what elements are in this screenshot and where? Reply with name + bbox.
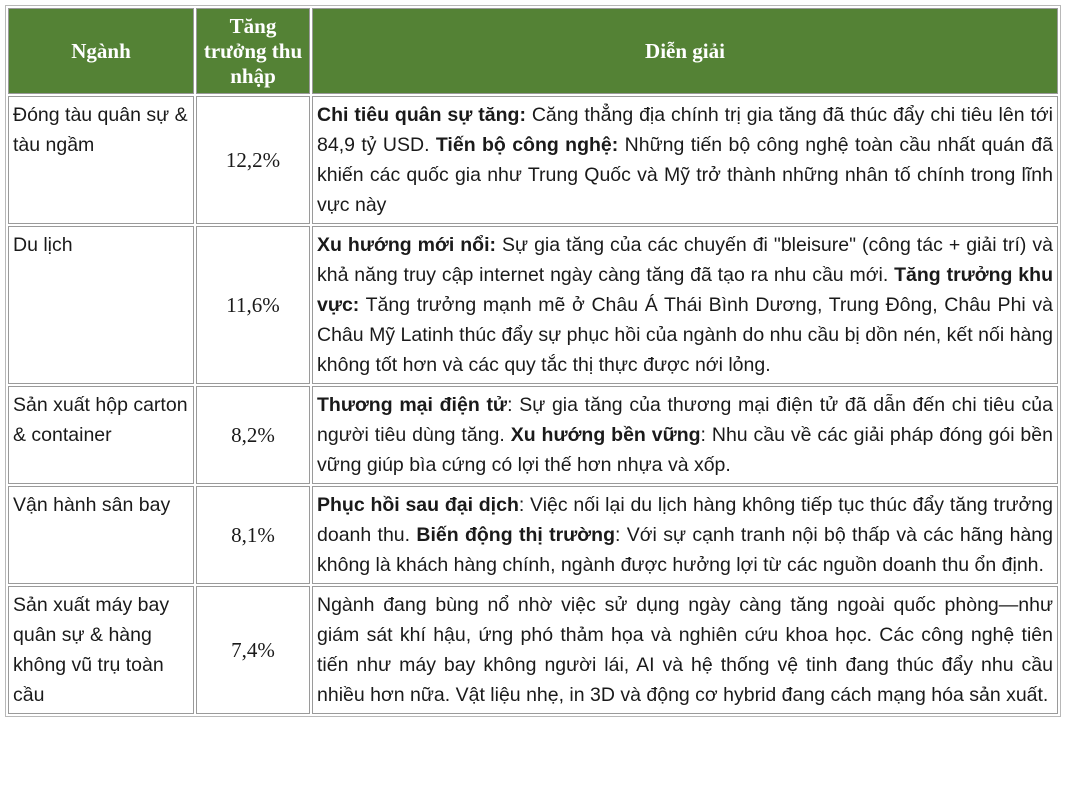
description-label: Phục hồi sau đại dịch bbox=[317, 494, 519, 516]
header-row bbox=[8, 8, 1058, 94]
table-row bbox=[8, 486, 1058, 584]
industry-cell: Du lịch bbox=[8, 226, 194, 384]
description-text: Căng thẳng địa chính trị gia tăng đã thúc đẩy chi tiêu lên tới 84,9 tỷ USD. bbox=[317, 104, 1053, 156]
description-cell bbox=[312, 96, 1058, 224]
growth-cell: 7,4% bbox=[196, 586, 310, 714]
industry-growth-table bbox=[5, 5, 1061, 717]
description-cell bbox=[312, 226, 1058, 384]
header-explanation: Diễn giải bbox=[312, 8, 1058, 94]
description-label: Xu hướng bền vững bbox=[510, 424, 701, 446]
growth-cell: 8,2% bbox=[196, 386, 310, 484]
header-industry: Ngành bbox=[8, 8, 194, 94]
description-label: Tiến bộ công nghệ: bbox=[435, 134, 619, 156]
table-row bbox=[8, 226, 1058, 384]
description-text: : Nhu cầu về các giải pháp đóng gói bền vững giúp bìa cứng có lợi thế hơn nhựa và xốp. bbox=[317, 424, 1053, 476]
table-container bbox=[5, 5, 1061, 717]
growth-cell: 8,1% bbox=[196, 486, 310, 584]
description-cell bbox=[312, 386, 1058, 484]
header-growth: Tăng trưởng thu nhập bbox=[196, 8, 310, 94]
description-text: Ngành đang bùng nổ nhờ việc sử dụng ngày càng tăng ngoài quốc phòng—như giám sát khí hậu, ứng phó thảm họa và nghiên cứu khoa học. Các công nghệ tiên tiến như máy bay không người lái, AI và hệ thống vệ tinh đang thúc đẩy nhu cầu nhiều hơn nữa. Vật liệu nhẹ, in 3D và động cơ hybrid đang cách mạng hóa sản xuất. bbox=[317, 594, 1053, 706]
description-label: Chi tiêu quân sự tăng: bbox=[317, 104, 526, 126]
industry-cell: Sản xuất hộp carton & container bbox=[8, 386, 194, 484]
growth-cell: 11,6% bbox=[196, 226, 310, 384]
description-label: Tăng trưởng khu vực: bbox=[317, 264, 1053, 316]
growth-cell: 12,2% bbox=[196, 96, 310, 224]
description-label: Biến động thị trường bbox=[416, 524, 615, 546]
table-row bbox=[8, 586, 1058, 714]
description-cell bbox=[312, 486, 1058, 584]
table-row bbox=[8, 96, 1058, 224]
description-text: : Sự gia tăng của thương mại điện tử đã dẫn đến chi tiêu của người tiêu dùng tăng. bbox=[317, 394, 1053, 446]
table-row bbox=[8, 386, 1058, 484]
industry-cell: Đóng tàu quân sự & tàu ngầm bbox=[8, 96, 194, 224]
description-text: : Với sự cạnh tranh nội bộ thấp và các hãng hàng không là khách hàng chính, ngành được hưởng lợi từ các nguồn doanh thu ổn định. bbox=[317, 524, 1053, 576]
description-text: Sự gia tăng của các chuyến đi "bleisure" (công tác + giải trí) và khả năng truy cập internet ngày càng tăng đã tạo ra nhu cầu mới. bbox=[317, 234, 1053, 286]
description-label: Xu hướng mới nổi: bbox=[317, 234, 496, 256]
description-label: Thương mại điện tử bbox=[317, 394, 508, 416]
description-text: : Việc nối lại du lịch hàng không tiếp tục thúc đẩy tăng trưởng doanh thu. bbox=[317, 494, 1053, 546]
description-text: Tăng trưởng mạnh mẽ ở Châu Á Thái Bình Dương, Trung Đông, Châu Phi và Châu Mỹ Latinh thúc đẩy sự phục hồi của ngành do nhu cầu bị dồn nén, kết nối hàng không tốt hơn và các quy tắc thị thực được nới lỏng. bbox=[317, 294, 1053, 376]
description-cell bbox=[312, 586, 1058, 714]
industry-cell: Vận hành sân bay bbox=[8, 486, 194, 584]
description-text: Những tiến bộ công nghệ toàn cầu nhất quán đã khiến các quốc gia như Trung Quốc và Mỹ trở thành những nhân tố chính trong lĩnh vực này bbox=[317, 134, 1053, 216]
industry-cell: Sản xuất máy bay quân sự & hàng không vũ trụ toàn cầu bbox=[8, 586, 194, 714]
